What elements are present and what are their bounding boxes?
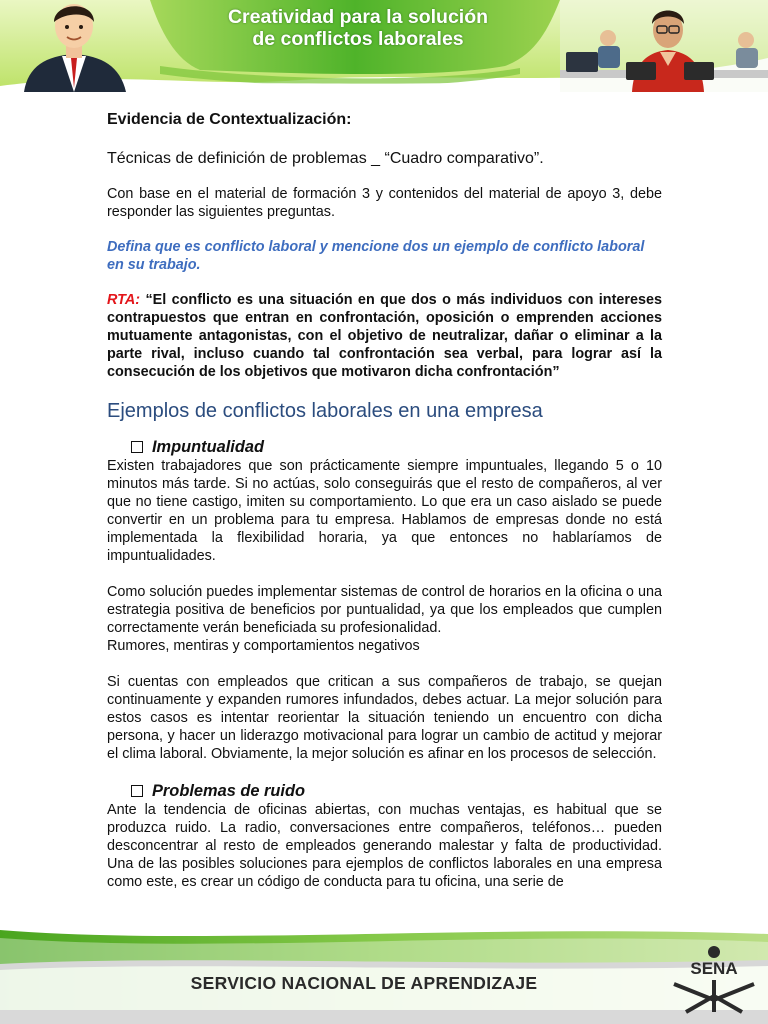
header-title-line2: de conflictos laborales [252,28,464,50]
bullet-impuntualidad [131,437,662,457]
section-title: Ejemplos de conflictos laborales en una empresa [107,400,543,422]
paragraph-rumores: Si cuentas con empleados que critican a sus compañeros de trabajo, se quejan continuamente y expanden rumores infundados, debes actuar. La mejor solución para estos casos es intentar reorientar la situación teniendo un encuentro con dicha persona, y hacer un liderazgo motivacional para lograr un cambio de actitud y mejorar el clima laboral. Obviamente, la mejor solución es afinar en los procesos de selección. [107,674,662,762]
checkbox-icon [131,785,143,797]
paragraph-impuntualidad: Existen trabajadores que son prácticamente siempre impuntuales, llegando 5 o 10 minutos más tarde. Si no actúas, solo conseguirás que el resto de compañeros, al ver que no tiene castigo, imiten su comportamiento. Lo que era un caso aislado se puede convertir en un problema para tu empresa. Hablamos de empresas donde no está implementada la flexibilidad horaria, ya que entonces no hablaríamos de impuntualidades. [107,458,662,564]
paragraph-ruido: Ante la tendencia de oficinas abiertas, con muchas ventajas, es habitual que se produzca ruido. La radio, conversaciones entre compañeros, teléfonos… pueden desconcentrar al resto de empleados generando malestar y falta de productividad. Una de las posibles soluciones para ejemplos de conflictos laborales en una empresa como este, es crear un código de conducta para tu oficina, una serie de [107,802,662,890]
sena-logo [668,944,760,1014]
bullet-title: Problemas de ruido [152,782,306,800]
footer-title: SERVICIO NACIONAL DE APRENDIZAJE [190,973,538,993]
header-title [168,6,548,50]
heading-evidencia: Evidencia de Contextualización: [107,111,352,128]
office-scene-illustration [560,0,768,92]
bullet-title: Impuntualidad [152,438,264,456]
heading-tecnicas: Técnicas de definición de problemas _ “Cuadro comparativo”. [107,150,544,167]
answer-paragraph [107,291,662,381]
document-body [107,111,662,891]
answer-label: RTA: [107,292,141,308]
header-title-line1: Creatividad para la solución [227,6,489,28]
checkbox-icon [131,441,143,453]
sena-logo-text: SENA [690,959,738,978]
answer-text: “El conflicto es una situación en que dos o más individuos con intereses contrapuestos que entran en confrontación, oposición o emprenden acciones mutuamente antagonistas, con el objetivo de neutralizar, dañar o eliminar a la parte rival, incluso cuando tal confrontación sea verbal, para lograr así la consecución de los objetivos que motivaron dicha confrontación” [107,292,662,380]
line-rumores: Rumores, mentiras y comportamientos negativos [107,638,420,654]
businessman-illustration [16,0,134,92]
bullet-ruido [131,781,662,801]
paragraph-solucion: Como solución puedes implementar sistemas de control de horarios en la oficina o una estrategia positiva de beneficios por puntualidad, ya que los empleados que cumplen correctamente verán beneficiada su profesionalidad. [107,584,662,636]
header-banner [0,0,768,92]
question-text: Defina que es conflicto laboral y mencione dos un ejemplo de conflicto laboral en su trabajo. [107,239,645,273]
intro-paragraph: Con base en el material de formación 3 y contenidos del material de apoyo 3, debe responder las siguientes preguntas. [107,186,662,220]
